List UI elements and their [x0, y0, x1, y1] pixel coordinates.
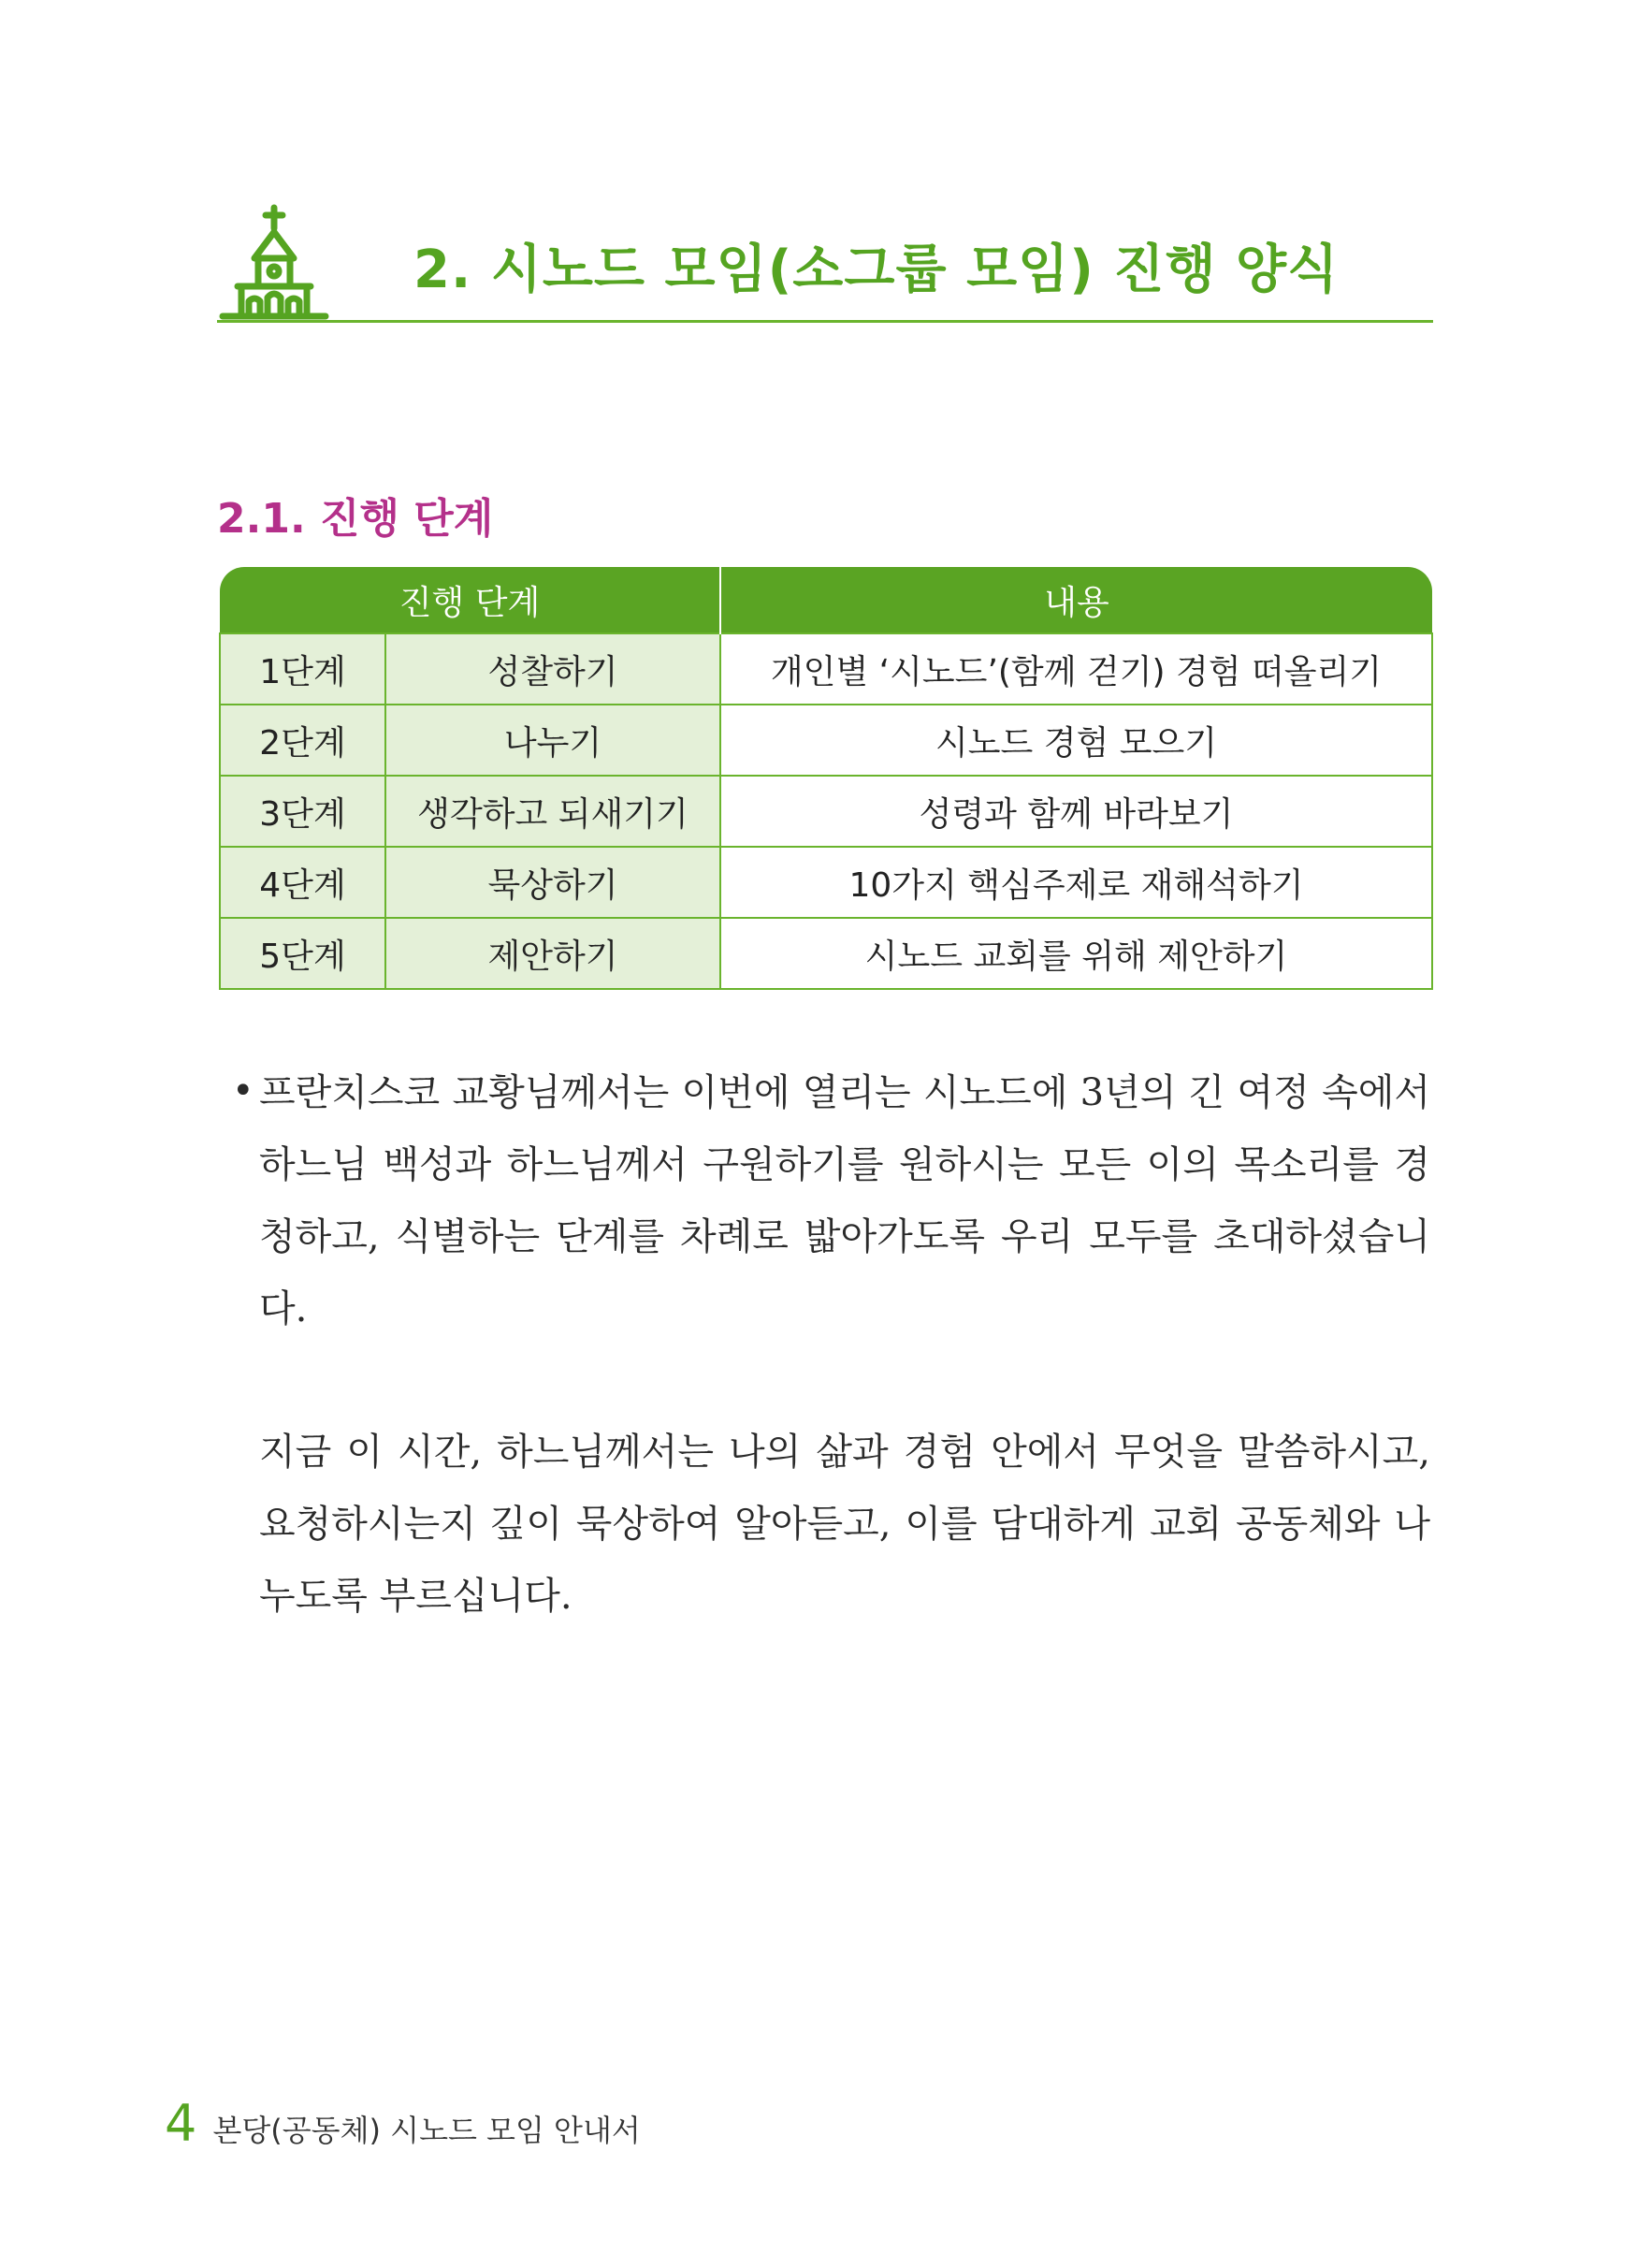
section-header	[217, 196, 1433, 323]
step-content: 시노드 경험 모으기	[720, 705, 1432, 776]
step-name: 성찰하기	[385, 633, 720, 705]
table-row	[220, 918, 1432, 989]
step-content: 성령과 함께 바라보기	[720, 776, 1432, 847]
subsection-title: 2.1. 진행 단계	[217, 495, 494, 543]
step-number: 5단계	[220, 918, 385, 989]
table-row	[220, 633, 1432, 705]
step-content: 10가지 핵심주제로 재해석하기	[720, 847, 1432, 918]
step-number: 1단계	[220, 633, 385, 705]
header-stage: 진행 단계	[220, 567, 720, 633]
table-row	[220, 776, 1432, 847]
step-content: 시노드 교회를 위해 제안하기	[720, 918, 1432, 989]
document-title: 본당(공동체) 시노드 모임 안내서	[212, 2113, 641, 2148]
church-icon	[217, 204, 331, 320]
section-title: 2. 시노드 모임(소그룹 모임) 진행 양식	[413, 240, 1340, 300]
step-content: 개인별 ‘시노드’(함께 걷기) 경험 떠올리기	[720, 633, 1432, 705]
step-name: 묵상하기	[385, 847, 720, 918]
page-number: 4	[165, 2094, 197, 2153]
steps-table	[219, 567, 1433, 990]
step-name: 생각하고 되새기기	[385, 776, 720, 847]
step-number: 3단계	[220, 776, 385, 847]
page-footer	[165, 2094, 641, 2153]
step-number: 4단계	[220, 847, 385, 918]
body-paragraph-2: 지금 이 시간, 하느님께서는 나의 삶과 경험 안에서 무엇을 말씀하시고, 요청하시는지 깊이 묵상하여 알아듣고, 이를 담대하게 교회 공동체와 나누도록 부르십니다.	[259, 1431, 1430, 1618]
table-header-row	[220, 567, 1432, 633]
step-name: 제안하기	[385, 918, 720, 989]
step-number: 2단계	[220, 705, 385, 776]
step-name: 나누기	[385, 705, 720, 776]
body-paragraph-1: 프란치스코 교황님께서는 이번에 열리는 시노드에 3년의 긴 여정 속에서 하느님 백성과 하느님께서 구원하기를 원하시는 모든 이의 목소리를 경청하고, 식별하는 단계를 차례로 밟아가도록 우리 모두를 초대하셨습니다.	[259, 1071, 1430, 1330]
table-row	[220, 847, 1432, 918]
bullet-icon: •	[232, 1069, 254, 1112]
header-content: 내용	[720, 567, 1432, 633]
table-row	[220, 705, 1432, 776]
